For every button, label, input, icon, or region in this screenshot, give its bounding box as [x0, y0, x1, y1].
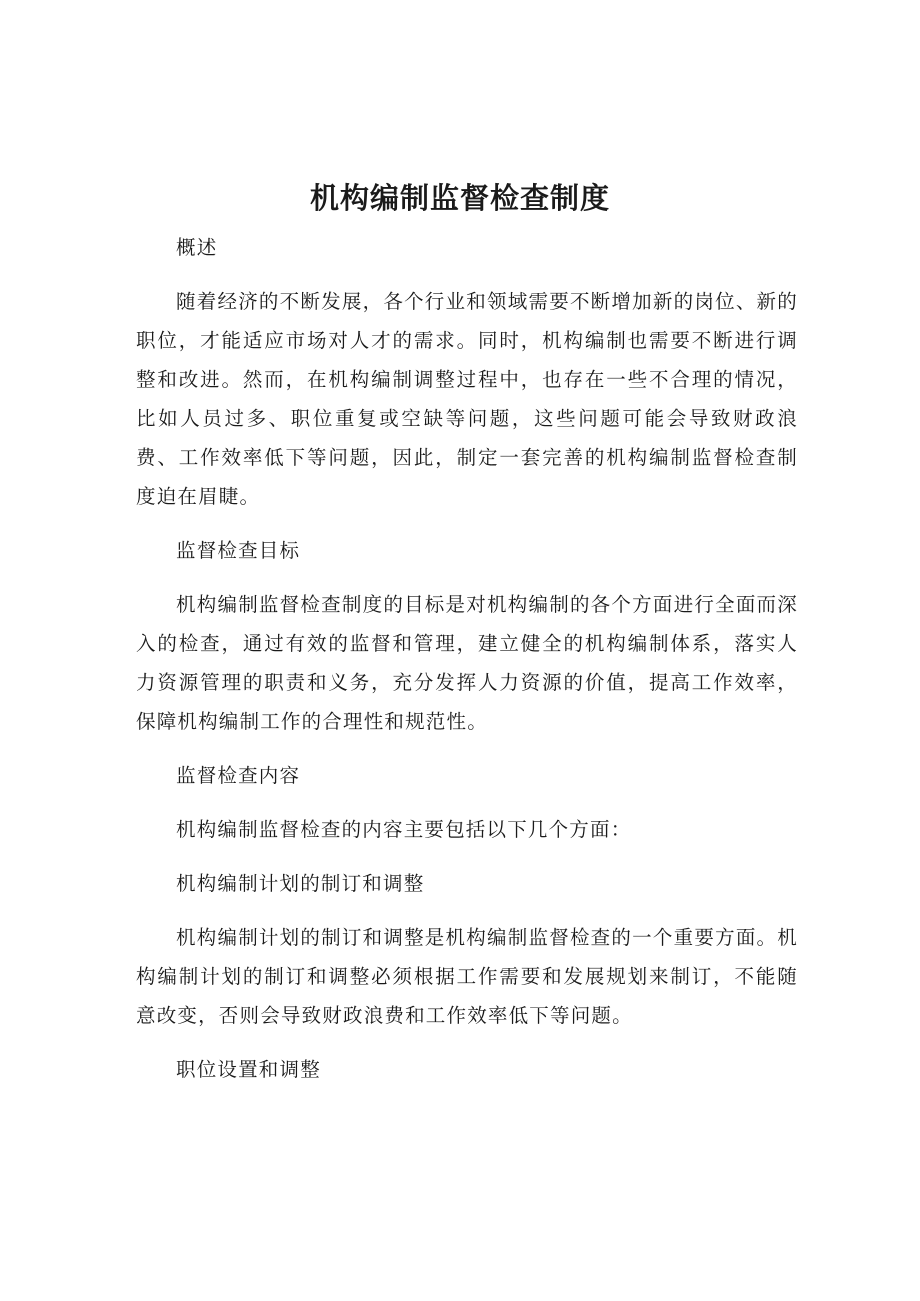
document-title: 机构编制监督检查制度 [309, 181, 610, 215]
paragraph-goals: 机构编制监督检查制度的目标是对机构编制的各个方面进行全面而深入的检查，通过有效的监督和管理，建立健全的机构编制体系，落实人力资源管理的职责和义务，充分发挥人力资源的价值，提高工作效率，保障机构编制工作的合理性和规范性。 [136, 593, 798, 733]
subheading-planning: 机构编制计划的制订和调整 [176, 872, 425, 895]
paragraph-overview: 随着经济的不断发展，各个行业和领域需要不断增加新的岗位、新的职位，才能适应市场对人才的需求。同时，机构编制也需要不断进行调整和改进。然而，在机构编制调整过程中，也存在一些不合理的情况，比如人员过多、职位重复或空缺等问题，这些问题可能会导致财政浪费、工作效率低下等问题，因此，制定一套完善的机构编制监督检查制度迫在眉睫。 [136, 290, 798, 508]
paragraph-planning: 机构编制计划的制订和调整是机构编制监督检查的一个重要方面。机构编制计划的制订和调整必须根据工作需要和发展规划来制订，不能随意改变，否则会导致财政浪费和工作效率低下等问题。 [136, 926, 798, 1027]
section-heading-goals: 监督检查目标 [176, 539, 301, 562]
document-body [136, 228, 798, 1089]
subheading-positions: 职位设置和调整 [176, 1058, 321, 1081]
section-heading-overview: 概述 [176, 236, 218, 259]
section-heading-content: 监督检查内容 [176, 764, 301, 787]
content-intro-line: 机构编制监督检查的内容主要包括以下几个方面： [176, 818, 632, 841]
